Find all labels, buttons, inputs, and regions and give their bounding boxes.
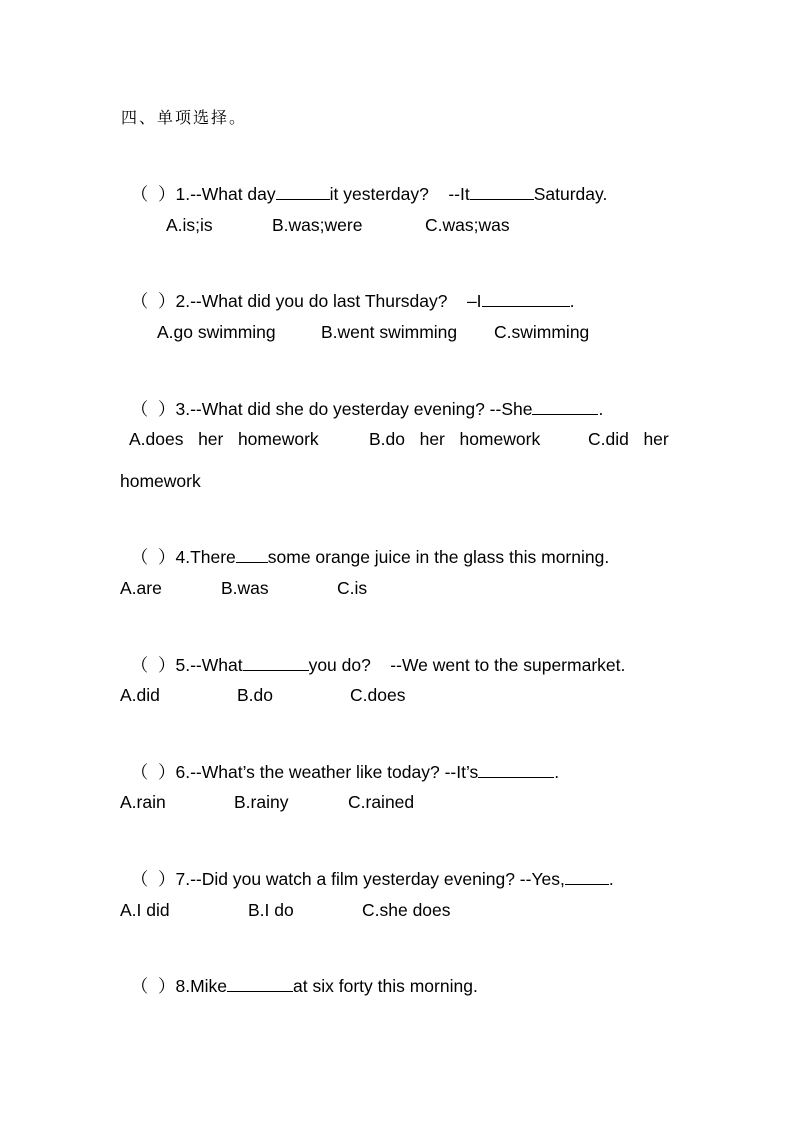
question-text: 2.--What did you do last Thursday? –I	[175, 291, 482, 311]
question-4	[121, 523, 609, 568]
question-1	[121, 160, 607, 205]
question-text: .	[608, 869, 614, 889]
question-text: 8.Mike	[175, 976, 228, 996]
answer-blank	[482, 289, 570, 307]
answer-paren: （ ）	[130, 291, 176, 311]
question-text: .	[554, 762, 560, 782]
option-b: B.was;were	[272, 215, 363, 235]
question-2	[121, 267, 574, 312]
option-a: A.I did	[120, 900, 170, 920]
option-c: C.is	[337, 578, 368, 598]
option-c: C.swimming	[494, 322, 590, 342]
answer-paren: （ ）	[130, 976, 176, 996]
question-text: 3.--What did she do yesterday evening? --She	[175, 399, 533, 419]
question-8	[121, 952, 478, 997]
answer-paren: （ ）	[130, 655, 176, 675]
answer-paren: （ ）	[130, 547, 176, 567]
option-c: C.did her	[588, 429, 669, 449]
option-b: B.I do	[248, 900, 294, 920]
answer-blank	[478, 760, 554, 778]
question-7	[121, 845, 614, 890]
question-text: it yesterday? --It	[329, 184, 470, 204]
answer-blank	[227, 974, 293, 992]
option-b: B.went swimming	[321, 322, 458, 342]
option-b: B.do	[237, 685, 273, 705]
option-a: A.is;is	[166, 215, 213, 235]
question-text: at six forty this morning.	[293, 976, 478, 996]
answer-blank	[532, 397, 598, 415]
answer-blank	[276, 182, 330, 200]
option-a: A.did	[120, 685, 160, 705]
question-text: 1.--What day	[175, 184, 276, 204]
question-5	[121, 631, 625, 676]
option-a: A.are	[120, 578, 162, 598]
option-b: B.do her homework	[369, 429, 541, 449]
question-text: 6.--What’s the weather like today? --It’s	[175, 762, 479, 782]
option-c-wrap: homework	[120, 471, 201, 491]
answer-paren: （ ）	[130, 184, 176, 204]
answer-paren: （ ）	[130, 869, 176, 889]
question-text: Saturday.	[533, 184, 608, 204]
question-3	[121, 375, 603, 420]
section-title: 四、单项选择。	[121, 108, 248, 127]
question-text: 5.--What	[175, 655, 243, 675]
option-c: C.rained	[348, 792, 415, 812]
option-c: C.she does	[362, 900, 451, 920]
answer-blank	[565, 867, 609, 885]
question-text: 4.There	[175, 547, 236, 567]
answer-blank	[470, 182, 534, 200]
option-a: A.does her homework	[129, 429, 319, 449]
question-text: some orange juice in the glass this morning.	[267, 547, 610, 567]
answer-paren: （ ）	[130, 399, 176, 419]
option-c: C.was;was	[425, 215, 510, 235]
answer-blank	[243, 653, 309, 671]
option-a: A.rain	[120, 792, 166, 812]
question-text: .	[569, 291, 575, 311]
question-text: .	[598, 399, 604, 419]
question-text: 7.--Did you watch a film yesterday evening? --Yes,	[175, 869, 565, 889]
answer-paren: （ ）	[130, 762, 176, 782]
question-6	[121, 738, 559, 783]
question-text: you do? --We went to the supermarket.	[308, 655, 626, 675]
option-c: C.does	[350, 685, 406, 705]
answer-blank	[236, 545, 268, 563]
option-b: B.was	[221, 578, 269, 598]
option-b: B.rainy	[234, 792, 289, 812]
option-a: A.go swimming	[157, 322, 276, 342]
